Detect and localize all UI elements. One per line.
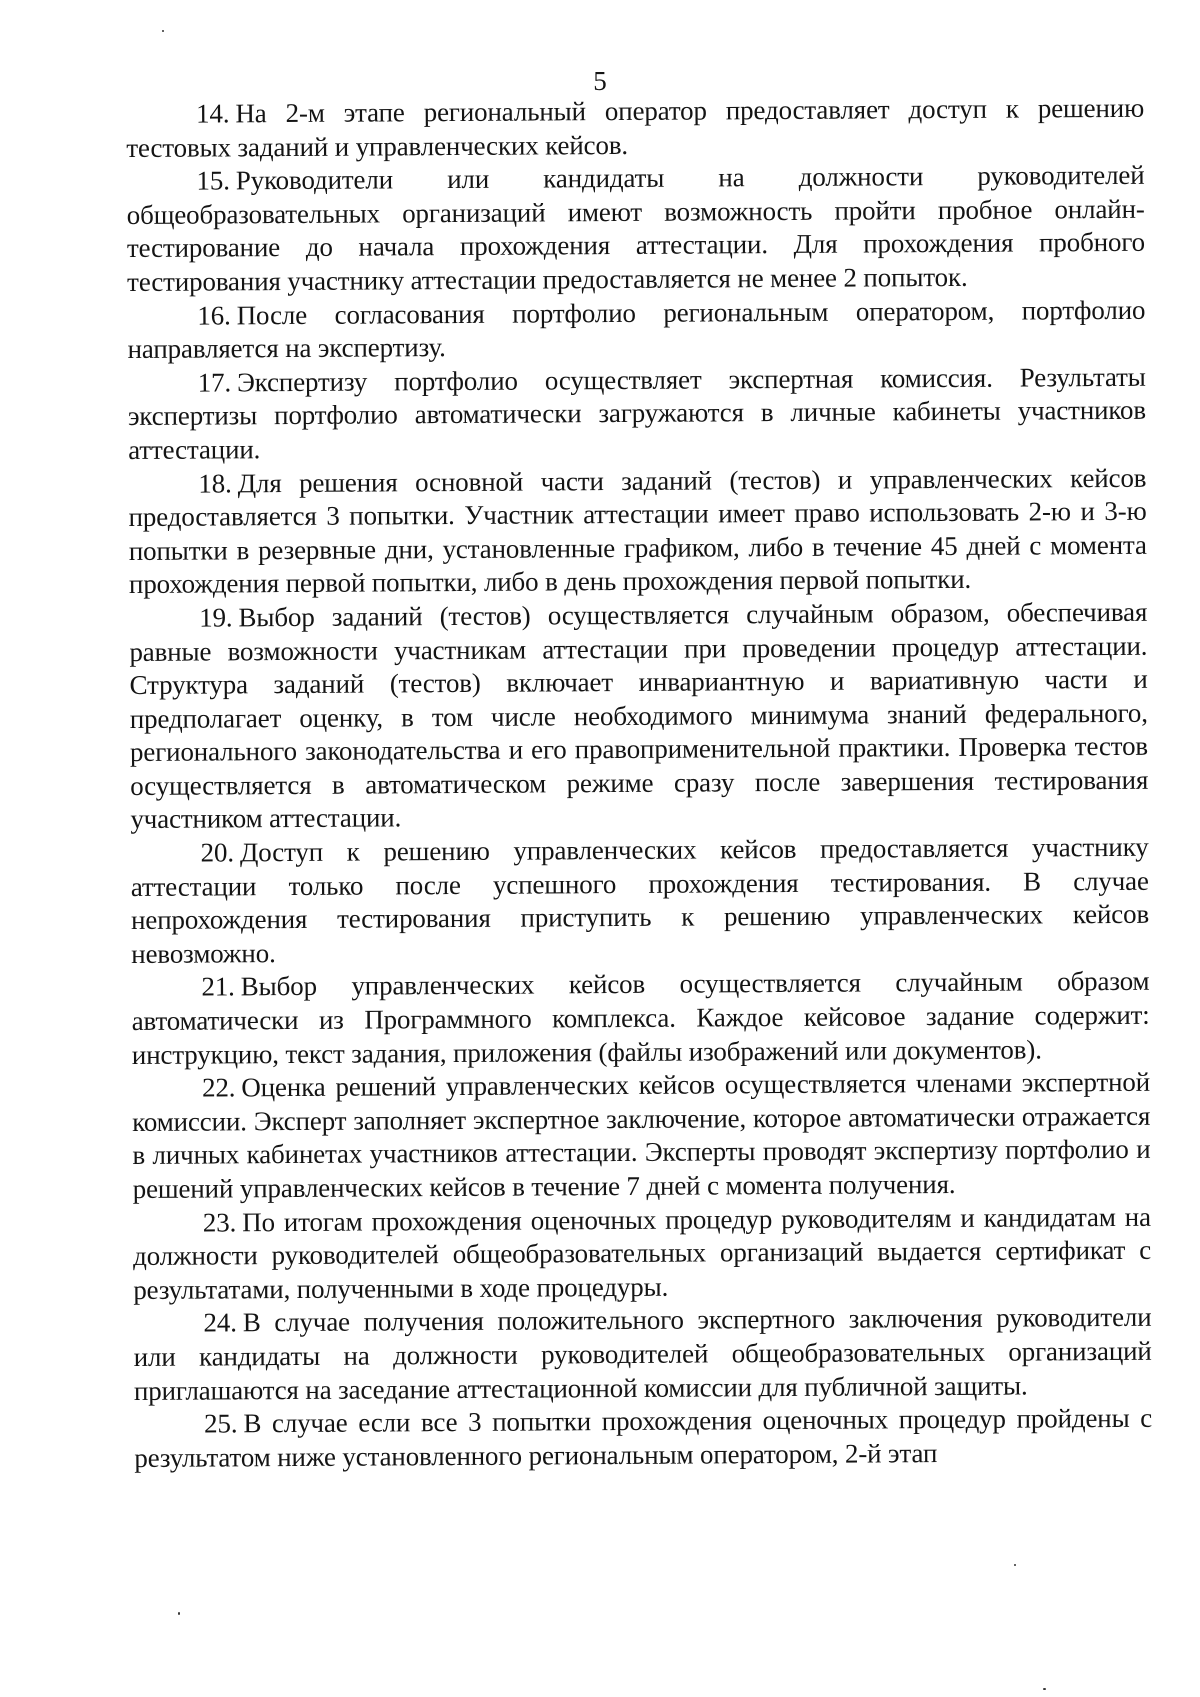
paragraph-number: 25. xyxy=(204,1408,238,1439)
paragraph-14 xyxy=(126,92,1144,165)
paragraph-24 xyxy=(133,1301,1152,1408)
paragraph-text: Для решения основной части заданий (тестов) и управленческих кейсов предоставляется 3 попытки. Участник аттестации имеет право использовать 2-ю и 3-ю попытки в резервные дни, установленные графиком, либо в течение 45 дней с момента прохождения первой попытки, либо в день прохождения первой попытки. xyxy=(128,462,1147,600)
paragraph-text: Оценка решений управленческих кейсов осуществляется членами экспертной комиссии. Эксперт заполняет экспертное заключение, которое автоматически отражается в личных кабинетах участников аттестации. Эксперты проводят экспертизу портфолио и решений управленческих кейсов в течение 7 дней с момента получения. xyxy=(132,1066,1151,1204)
paragraph-text: После согласования портфолио региональным оператором, портфолио направляется на экспертизу. xyxy=(127,294,1146,365)
paragraph-number: 18. xyxy=(198,467,232,499)
paragraph-text: В случае получения положительного экспертного заключения руководители или кандидаты на должности руководителей общеобразовательных организаций приглашаются на заседание аттестационной комиссии для публичной защиты. xyxy=(133,1302,1152,1406)
paragraph-number: 15. xyxy=(196,165,230,196)
paragraph-23 xyxy=(133,1200,1152,1307)
paragraph-16 xyxy=(127,293,1145,366)
paragraph-number: 20. xyxy=(200,837,235,868)
paragraph-number: 14. xyxy=(196,98,230,129)
paragraph-number: 19. xyxy=(199,602,233,633)
scan-speck xyxy=(1043,1688,1046,1690)
paragraph-text: В случае если все 3 попытки прохождения оценочных процедур пройдены с результатом ниже установленного региональным оператором, 2-й этап xyxy=(134,1402,1153,1473)
paragraph-number: 24. xyxy=(203,1307,237,1338)
paragraph-number: 16. xyxy=(197,299,231,331)
paragraph-number: 17. xyxy=(197,367,232,398)
scan-speck xyxy=(178,1612,180,1615)
page-number: 5 xyxy=(593,66,607,96)
scan-speck xyxy=(162,30,164,32)
paragraph-21 xyxy=(131,965,1150,1072)
scan-speck xyxy=(1014,1564,1016,1566)
paragraph-number: 23. xyxy=(202,1206,237,1238)
paragraph-text: По итогам прохождения оценочных процедур руководителям и кандидатам на должности руководителей общеобразовательных организаций выдается сертификат с результатами, полученными в ходе процедуры. xyxy=(132,1201,1152,1305)
paragraph-17 xyxy=(128,361,1147,468)
paragraph-text: Экспертизу портфолио осуществляет экспертная комиссия. Результаты экспертизы портфолио автоматически загружаются в личные кабинеты участников аттестации. xyxy=(127,361,1147,465)
paragraph-text: На 2-м этапе региональный оператор предоставляет доступ к решению тестовых заданий и управленческих кейсов. xyxy=(126,92,1145,163)
paragraph-22 xyxy=(132,1066,1151,1207)
paragraph-text: Выбор управленческих кейсов осуществляется случайным образом автоматически из Программного комплекса. Каждое кейсовое задание содержит: инструкцию, текст задания, приложения (файлы изображений или документов). xyxy=(131,966,1150,1070)
paragraph-text: Выбор заданий (тестов) осуществляется случайным образом, обеспечивая равные возможности участникам аттестации при проведении процедур аттестации. Структура заданий (тестов) включает инвариантную и вариативную части и предполагает оценку, в том числе необходимого минимума знаний федерального, регионального законодательства и его правоприменительной практики. Проверка тестов осуществляется в автоматическом режиме сразу после завершения тестирования участником аттестации. xyxy=(129,596,1149,835)
document-body xyxy=(126,92,1152,1476)
paragraph-text: Доступ к решению управленческих кейсов предоставляется участнику аттестации только после успешного прохождения тестирования. В случае непрохождения тестирования приступить к решению управленческих кейсов невозможно. xyxy=(130,831,1150,969)
paragraph-25 xyxy=(134,1402,1152,1475)
paragraph-number: 22. xyxy=(201,1072,236,1103)
paragraph-number: 21. xyxy=(201,971,235,1002)
paragraph-20 xyxy=(131,831,1150,972)
paragraph-19 xyxy=(129,596,1148,837)
paragraph-15 xyxy=(126,159,1145,300)
paragraph-text: Руководители или кандидаты на должности руководителей общеобразовательных организаций имеют возможность пройти пробное онлайн-тестирование до начала прохождения аттестации. Для прохождения пробного тестирования участнику аттестации предоставляется не менее 2 попыток. xyxy=(126,159,1145,297)
paragraph-18 xyxy=(128,461,1147,602)
